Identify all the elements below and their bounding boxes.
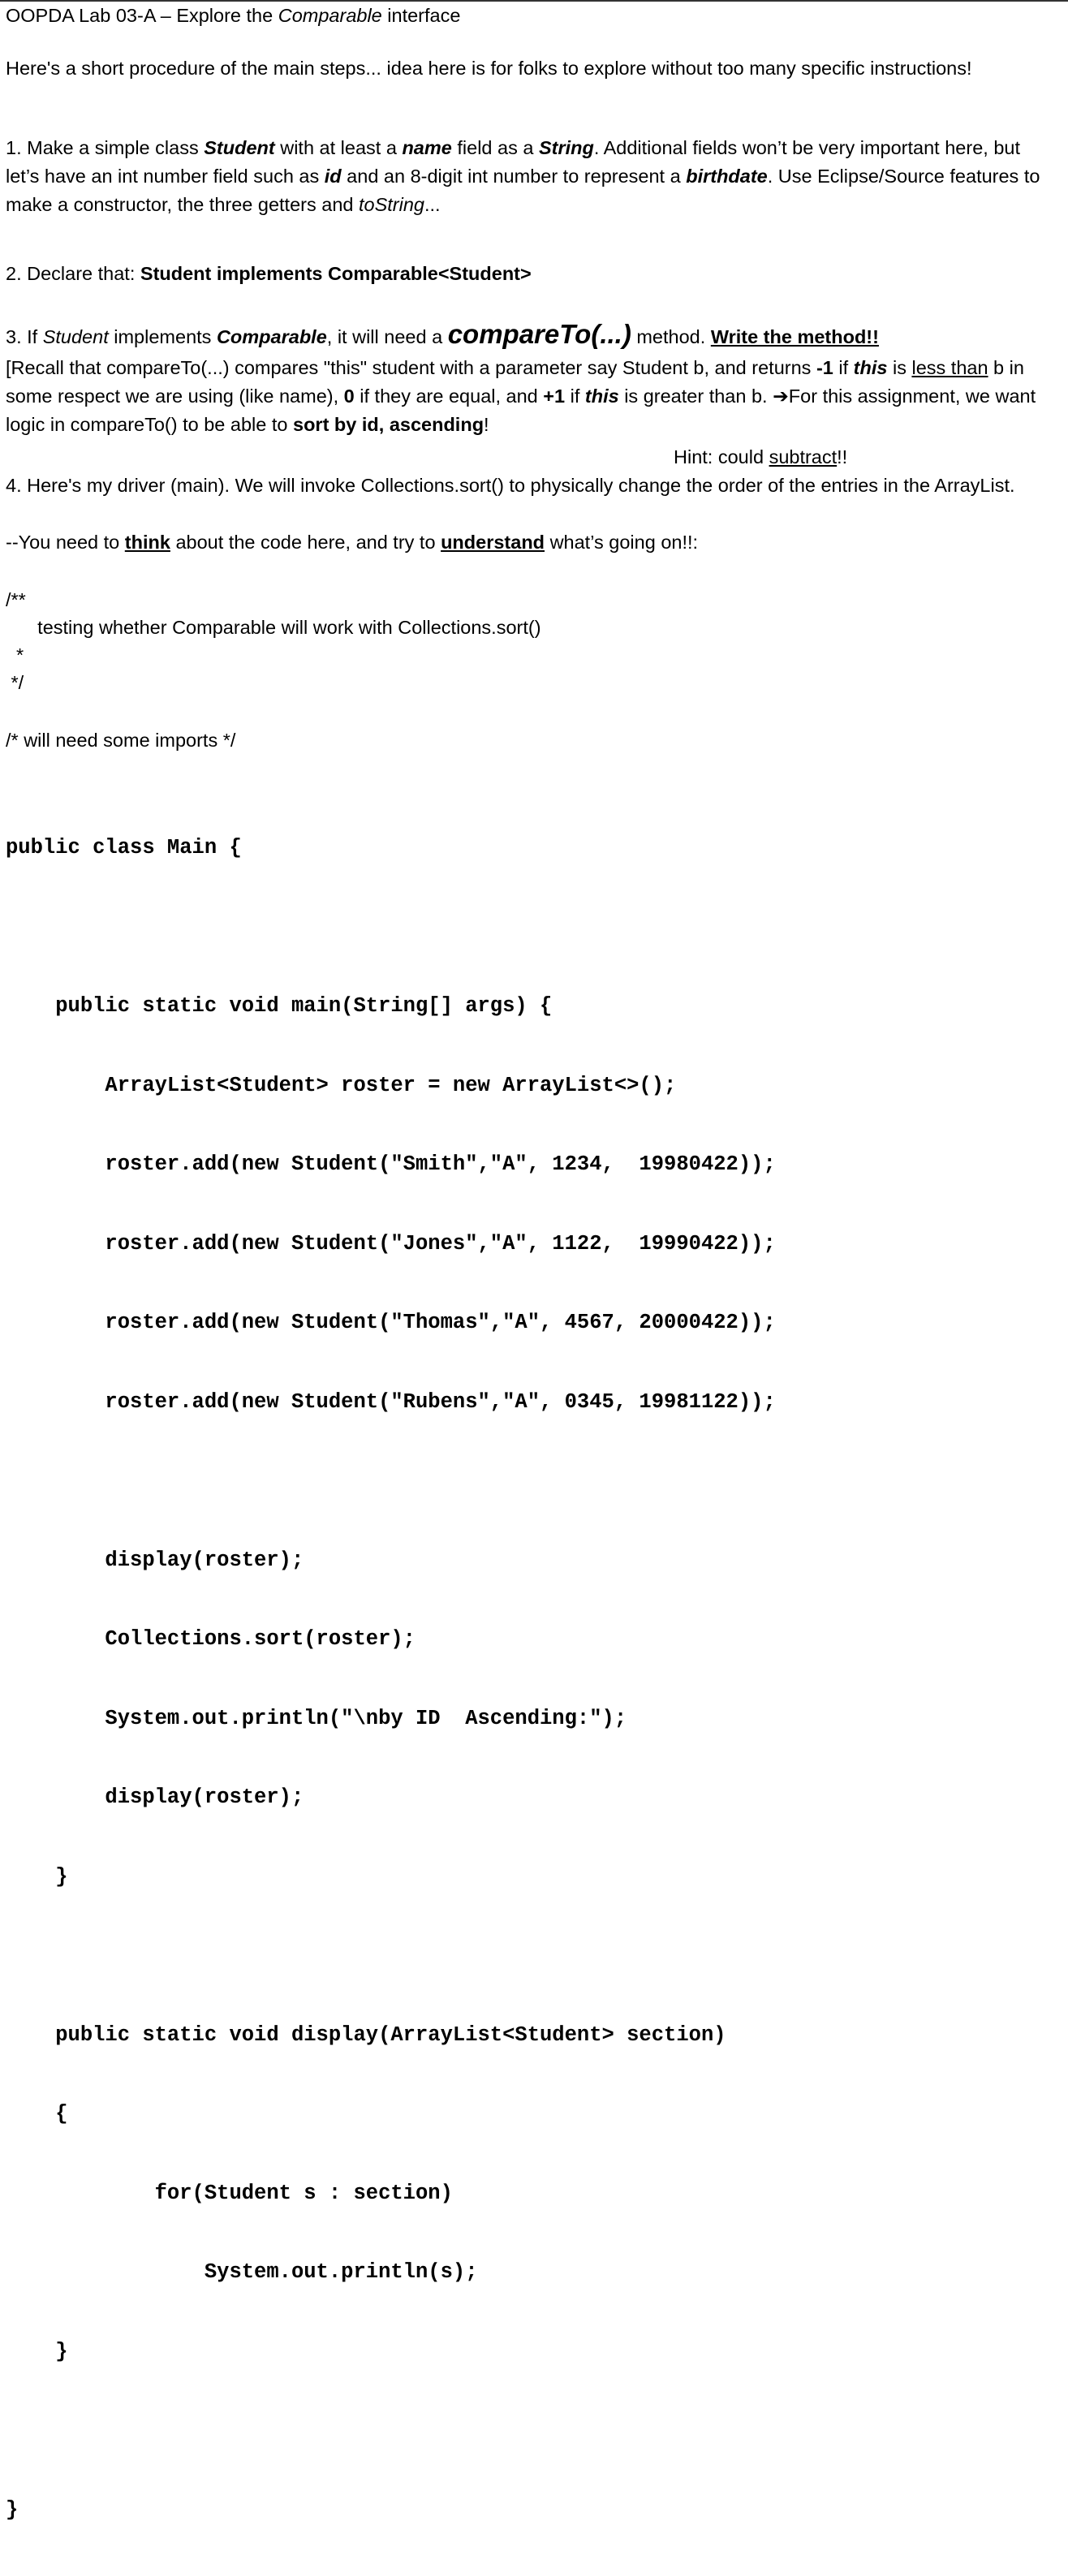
code-line: Collections.sort(roster); [6,1627,416,1651]
code-block [6,782,776,2576]
intro-paragraph: Here's a short procedure of the main steps... idea here is for folks to explore without too many specific instructions! [6,58,972,79]
code-line: display(roster); [6,1548,304,1572]
step-4: 4. Here's my driver (main). We will invoke Collections.sort() to physically change the order of the entries in the ArrayList. [6,475,1015,496]
code-line: roster.add(new Student("Thomas","A", 4567, 20000422)); [6,1311,776,1334]
code-line: roster.add(new Student("Smith","A", 1234, 19980422)); [6,1152,776,1176]
code-line: public static void display(ArrayList<Student> section) [6,2022,726,2047]
code-line: { [6,2102,68,2126]
write-the-method: Write the method!! [710,326,879,347]
code-line: } [6,2339,68,2363]
code-line: roster.add(new Student("Rubens","A", 0345, 19981122)); [6,1389,776,1414]
comment-close: */ [6,672,24,693]
code-line: roster.add(new Student("Jones","A", 1122, 19990422)); [6,1231,776,1256]
comment-open: /** [6,589,26,610]
step-1: 1. Make a simple class Student with at least a name field as a String. Additional fields won’t be very important here, but let’s have an int number field such as id and an 8-digit int number to represent a birthdate. Use Eclipse/Source features to make a constructor, the three getters and toString... [6,137,1040,215]
code-line: System.out.println("\nby ID Ascending:"); [6,1706,627,1730]
comment-star: * [6,644,24,666]
code-line: for(Student s : section) [6,2181,453,2205]
code-line [6,915,776,941]
step-3-recall: [Recall that compareTo(...) compares "this" student with a parameter say Student b, and returns -1 if this is less than b in some respect we are using (like name), 0 if they are equal, and +1 if this is greater than b. ➔For this assignment, we want logic in compareTo() to be able to sort by id, ascending! [6,357,1036,435]
step-2: 2. Declare that: Student implements Comparable<Student> [6,263,532,284]
code-line: display(roster); [6,1786,304,1809]
code-line: } [6,1864,68,1889]
code-line [6,2418,776,2445]
step-3: 3. If Student implements Comparable, it will need a compareTo(...) method. Write the method!! [6,319,879,349]
code-line [6,1468,776,1495]
arrow-icon: ➔ [773,386,789,407]
code-line [6,1943,776,1970]
imports-comment: /* will need some imports */ [6,730,236,751]
code-line: System.out.println(s); [6,2260,478,2284]
code-line: } [6,2497,19,2522]
code-line: public static void main(String[] args) { [6,994,553,1018]
step-4-note: --You need to think about the code here, and try to understand what’s going on!!: [6,532,699,553]
code-line: public class Main { [6,836,242,859]
code-line: ArrayList<Student> roster = new ArrayList<>(); [6,1073,677,1097]
hint-line: Hint: could subtract!! [674,446,848,467]
document-title: OOPDA Lab 03-A – Explore the Comparable interface [6,5,461,26]
compareto-emphasis: compareTo(...) [447,319,631,349]
comment-description: testing whether Comparable will work with Collections.sort() [6,617,541,638]
